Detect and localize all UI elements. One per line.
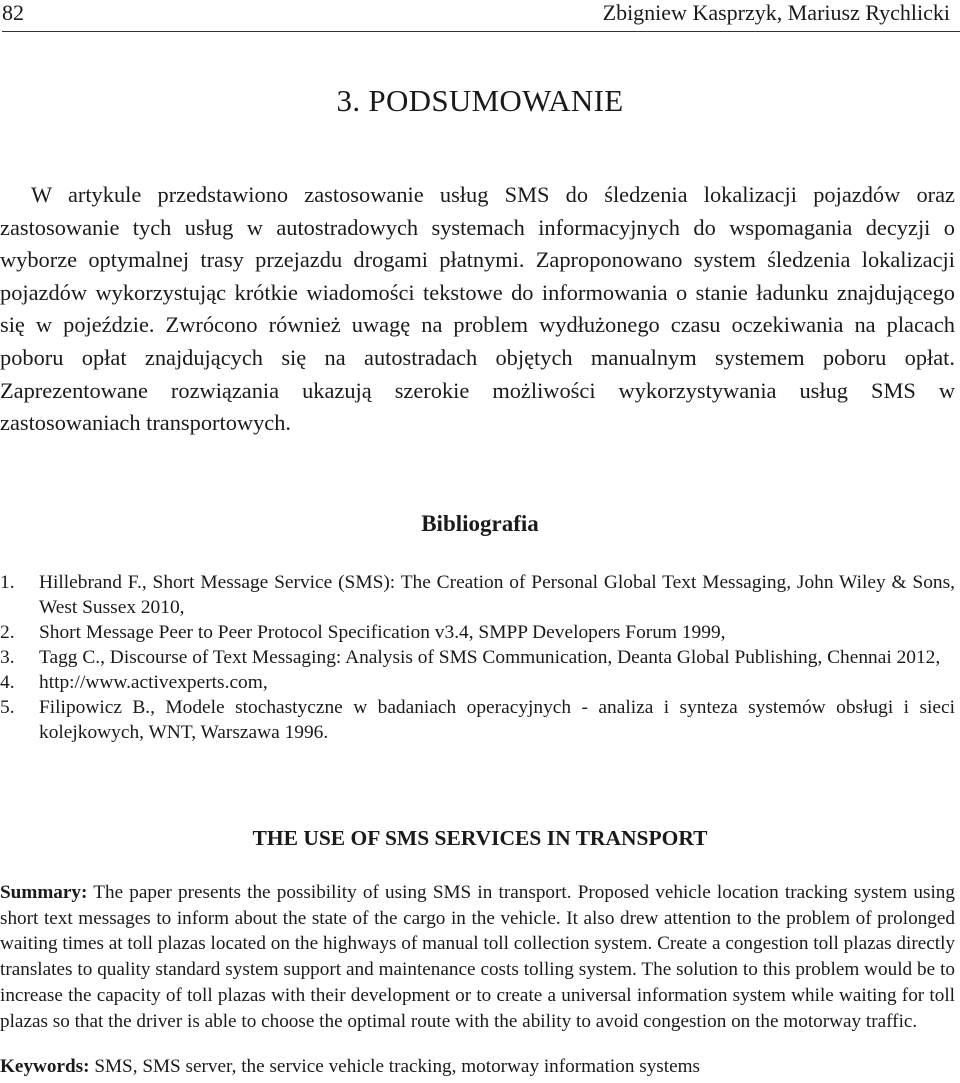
section-title: 3. PODSUMOWANIE (336, 83, 624, 118)
bibliography-item-text: http://www.activexperts.com, (39, 672, 268, 693)
summary-label: Summary: (0, 882, 88, 903)
keywords-text: SMS, SMS server, the service vehicle tracking, motorway information systems (94, 1056, 700, 1077)
header-rule (2, 31, 960, 32)
bibliography-item-text: Hillebrand F., Short Message Service (SMS): The Creation of Personal Global Text Messaging, John Wiley & Sons, West Sussex 2010, (39, 572, 955, 618)
bibliography-list (0, 570, 955, 745)
summary-paragraph-pl: W artykule przedstawiono zastosowanie usług SMS do śledzenia lokalizacji pojazdów oraz zastosowanie tych usług w autostradowych systemach informacyjnych do wspomagania decyzji o wyborze optymalnej trasy przejazdu drogami płatnymi. Zaproponowano system śledzenia lokalizacji pojazdów wykorzystując krótkie wiadomości tekstowe do informowania o stanie ładunku znajdującego się w pojeździe. Zwrócono również uwagę na problem wydłużonego czasu oczekiwania na placach poboru opłat znajdujących się na autostradach objętych manualnym systemem poboru opłat. Zaprezentowane rozwiązania ukazują szerokie możliwości wykorzystywania usług SMS w zastosowaniach transportowych. (0, 182, 955, 436)
bibliography-item-text: Filipowicz B., Modele stochastyczne w badaniach operacyjnych - analiza i synteza systemów obsługi i sieci kolejkowych, WNT, Warszawa 1996. (39, 697, 955, 743)
summary-text: The paper presents the possibility of using SMS in transport. Proposed vehicle location tracking system using short text messages to inform about the state of the cargo in the vehicle. It also drew attention to the problem of prolonged waiting times at toll plazas located on the highways of manual toll collection system. Create a congestion toll plazas directly translates to quality standard system support and maintenance costs tolling system. The solution to this problem would be to increase the capacity of toll plazas with their development or to create a universal information system while waiting for toll plazas so that the driver is able to choose the optimal route with the ability to avoid congestion on the motorway traffic. (0, 882, 955, 1032)
bibliography-item-number: 2. (0, 622, 15, 643)
bibliography-item-text: Short Message Peer to Peer Protocol Specification v3.4, SMPP Developers Forum 1999, (39, 622, 726, 643)
bibliography-item-number: 4. (0, 672, 15, 693)
bibliography-title: Bibliografia (421, 511, 539, 536)
summary-paragraph-en (0, 880, 955, 1034)
bibliography-item (0, 620, 955, 645)
bibliography-item (0, 670, 955, 695)
bibliography-item-number: 1. (0, 572, 15, 593)
english-title: THE USE OF SMS SERVICES IN TRANSPORT (252, 826, 708, 850)
bibliography-item-text: Tagg C., Discourse of Text Messaging: Analysis of SMS Communication, Deanta Global Publishing, Chennai 2012, (39, 647, 941, 668)
bibliography-item-number: 5. (0, 697, 15, 718)
running-head-authors: Zbigniew Kasprzyk, Mariusz Rychlicki (602, 0, 950, 25)
bibliography-item-number: 3. (0, 647, 15, 668)
page-number: 82 (2, 0, 24, 25)
bibliography-item (0, 695, 955, 745)
bibliography-item (0, 645, 955, 670)
keywords-line (0, 1054, 955, 1080)
running-header (2, 0, 958, 34)
bibliography-item (0, 570, 955, 620)
keywords-label: Keywords: (0, 1056, 90, 1077)
